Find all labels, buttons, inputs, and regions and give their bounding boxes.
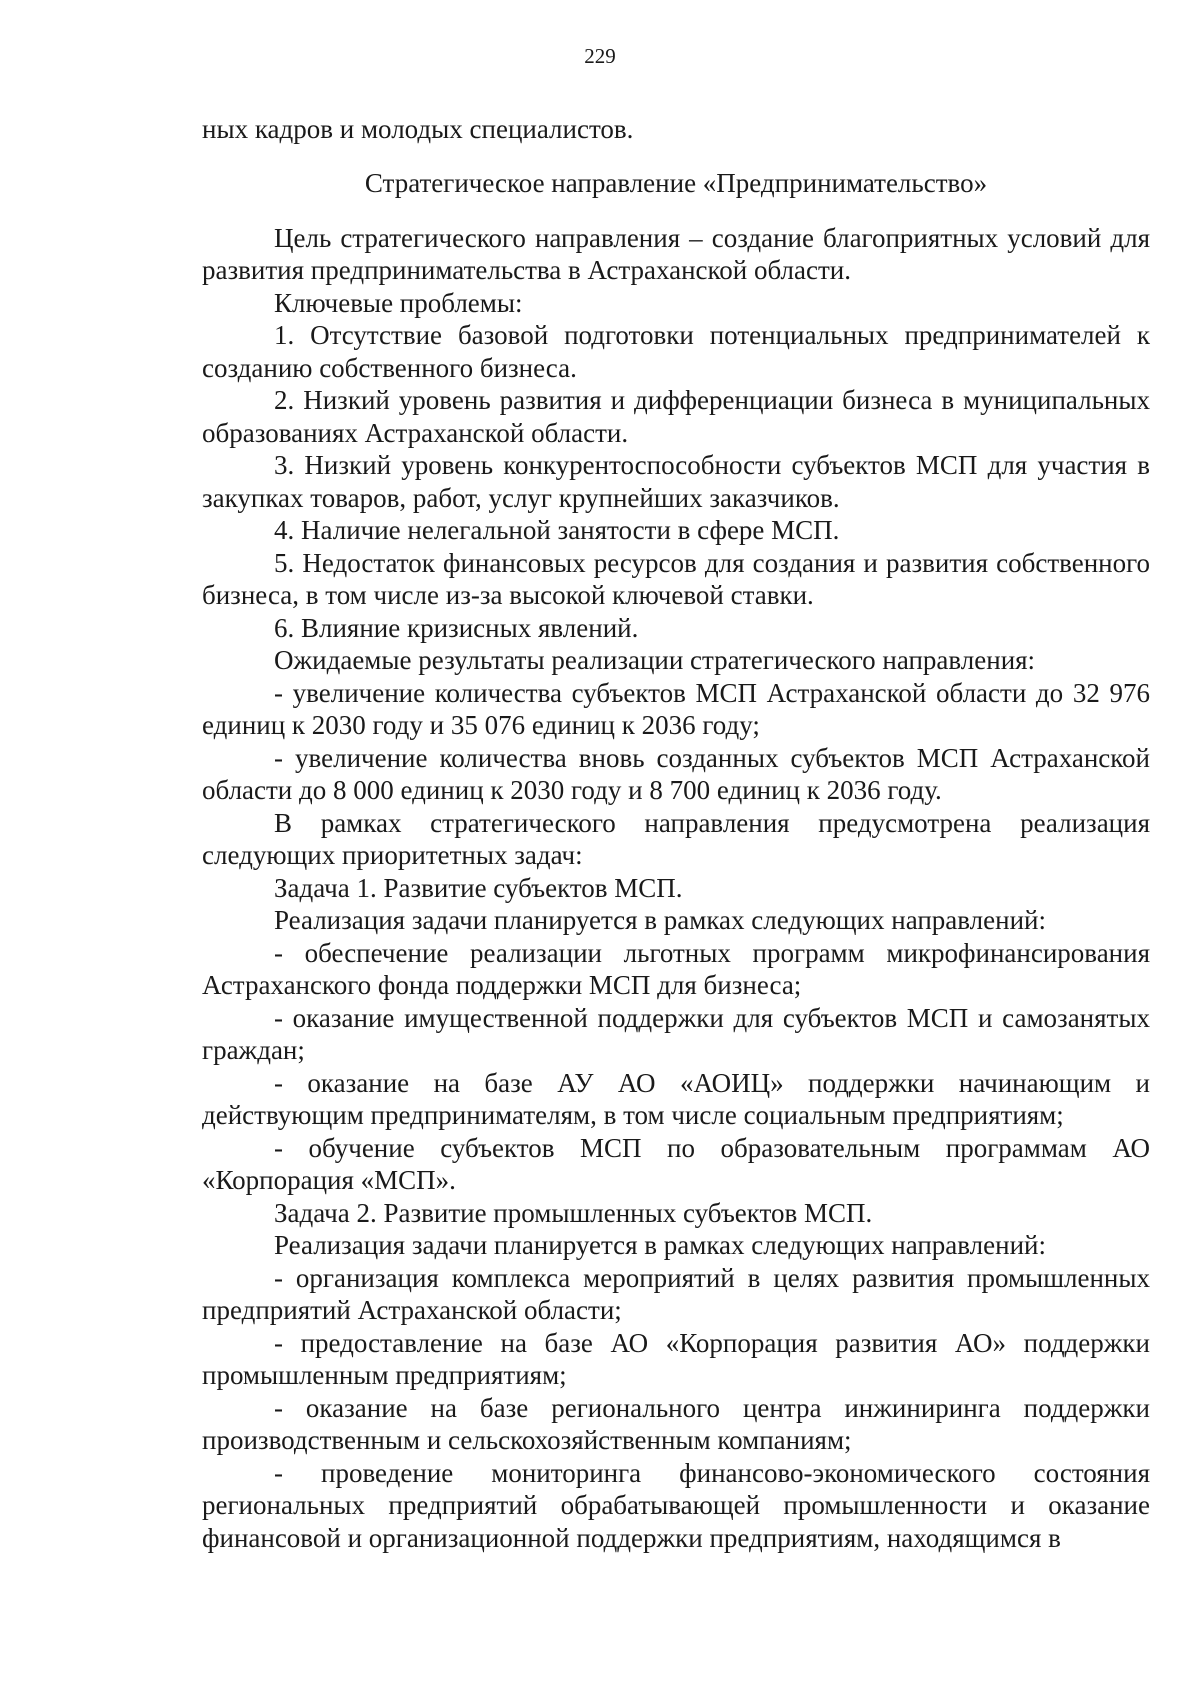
- problem-item-1: 1. Отсутствие базовой подготовки потенциальных предпринимателей к созданию собственного бизнеса.: [202, 320, 1150, 383]
- task-2-direction-2: - предоставление на базе АО «Корпорация развития АО» поддержки промышленным предприятиям;: [202, 1327, 1150, 1390]
- task-2-title: Задача 2. Развитие промышленных субъектов МСП.: [274, 1197, 873, 1228]
- body-text: [202, 113, 1150, 1554]
- task-1-title: Задача 1. Развитие субъектов МСП.: [274, 872, 683, 903]
- problem-item-2: 2. Низкий уровень развития и дифференциации бизнеса в муниципальных образованиях Астраханской области.: [202, 385, 1150, 448]
- task-1-direction-4: - обучение субъектов МСП по образовательным программам АО «Корпорация «МСП».: [202, 1132, 1150, 1195]
- problems-label: Ключевые проблемы:: [274, 287, 523, 318]
- problem-item-4: 4. Наличие нелегальной занятости в сфере МСП.: [274, 515, 840, 545]
- problem-item-3: 3. Низкий уровень конкурентоспособности субъектов МСП для участия в закупках товаров, работ, услуг крупнейших заказчиков.: [202, 450, 1150, 513]
- result-item-1: - увеличение количества субъектов МСП Астраханской области до 32 976 единиц к 2030 году и 35 076 единиц к 2036 году;: [202, 677, 1150, 740]
- result-item-2: - увеличение количества вновь созданных субъектов МСП Астраханской области до 8 000 единиц к 2030 году и 8 700 единиц к 2036 году.: [202, 742, 1150, 805]
- task-2-direction-3: - оказание на базе регионального центра инжиниринга поддержки производственным и сельскохозяйственным компаниям;: [202, 1392, 1150, 1455]
- continuation-line: ных кадров и молодых специалистов.: [202, 114, 634, 144]
- task-1-directions-label: Реализация задачи планируется в рамках следующих направлений:: [274, 905, 1046, 935]
- tasks-intro: В рамках стратегического направления предусмотрена реализация следующих приоритетных задач:: [202, 807, 1150, 870]
- task-1-direction-2: - оказание имущественной поддержки для субъектов МСП и самозанятых граждан;: [202, 1002, 1150, 1065]
- goal-paragraph: Цель стратегического направления – создание благоприятных условий для развития предпринимательства в Астраханской области.: [202, 222, 1150, 285]
- task-2-direction-4: - проведение мониторинга финансово-экономического состояния региональных предприятий обрабатывающей промышленности и оказание финансовой и организационной поддержки предприятиям, находящимся в: [202, 1457, 1150, 1553]
- task-1-direction-1: - обеспечение реализации льготных программ микрофинансирования Астраханского фонда поддержки МСП для бизнеса;: [202, 937, 1150, 1000]
- problem-item-6: 6. Влияние кризисных явлений.: [274, 612, 639, 643]
- task-2-direction-1: - организация комплекса мероприятий в целях развития промышленных предприятий Астраханской области;: [202, 1262, 1150, 1325]
- task-2-directions-label: Реализация задачи планируется в рамках следующих направлений:: [274, 1230, 1046, 1260]
- section-heading: Стратегическое направление «Предпринимательство»: [364, 167, 988, 198]
- task-1-direction-3: - оказание на базе АУ АО «АОИЦ» поддержки начинающим и действующим предпринимателям, в том числе социальным предприятиям;: [202, 1067, 1150, 1130]
- expected-results-label: Ожидаемые результаты реализации стратегического направления:: [274, 645, 1036, 675]
- page-number: 229: [584, 44, 616, 68]
- problem-item-5: 5. Недостаток финансовых ресурсов для создания и развития собственного бизнеса, в том числе из-за высокой ключевой ставки.: [202, 547, 1150, 610]
